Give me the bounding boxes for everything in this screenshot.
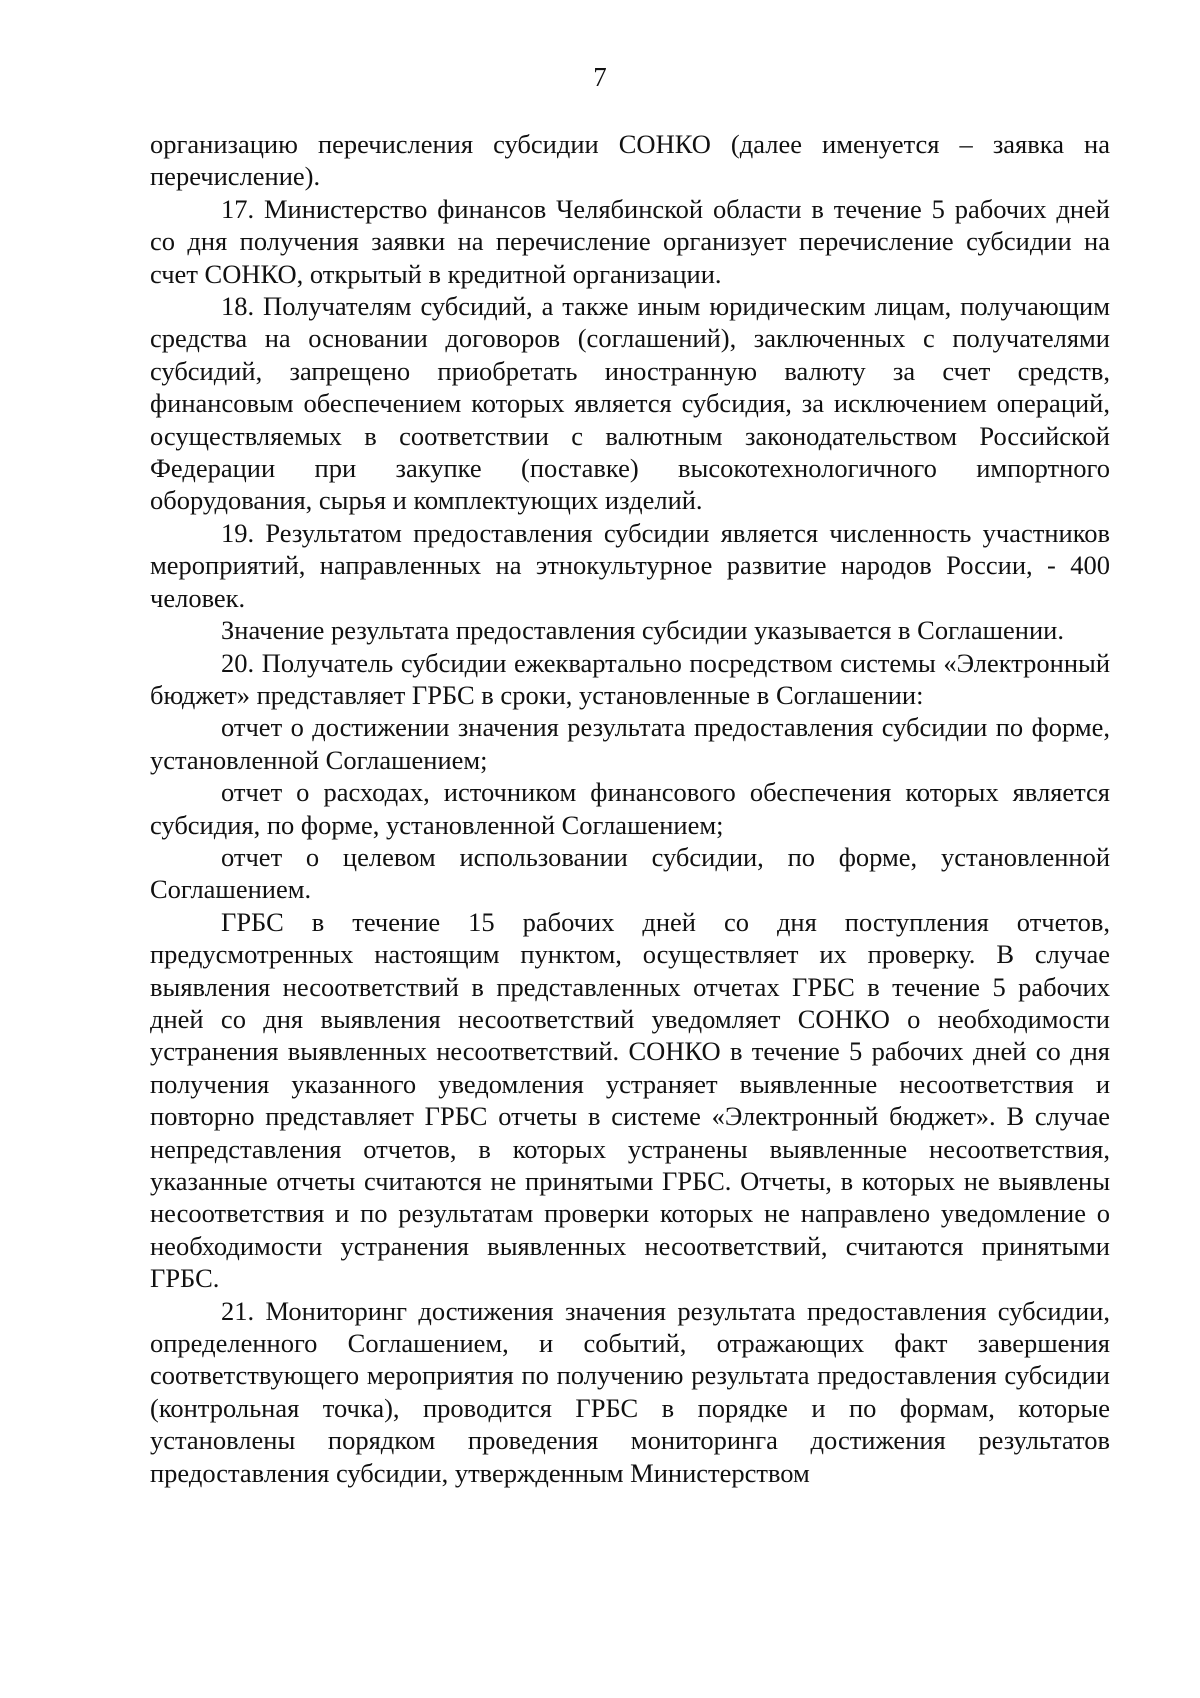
paragraph-21: 21. Мониторинг достижения значения результата предоставления субсидии, определенного Соглашением, и событий, отражающих факт завершения соответствующего мероприятия по получению результата предоставления субсидии (контрольная точка), проводится ГРБС в порядке и по формам, которые установлены порядком проведения мониторинга достижения результатов предоставления субсидии, утвержденным Министерством [150,1295,1110,1488]
paragraph-17: 17. Министерство финансов Челябинской области в течение 5 рабочих дней со дня получения заявки на перечисление организует перечисление субсидии на счет СОНКО, открытый в кредитной организации. [150,193,1110,289]
paragraph-continuation: организацию перечисления субсидии СОНКО (далее именуется – заявка на перечисление). [150,129,1110,192]
page-number: 7 [593,62,607,92]
document-body [150,128,1110,1489]
paragraph-20-report-1: отчет о достижении значения результата предоставления субсидии по форме, установленной Соглашением; [150,712,1110,775]
paragraph-19-value: Значение результата предоставления субсидии указывается в Соглашении. [221,615,1064,646]
paragraph-19: 19. Результатом предоставления субсидии является численность участников мероприятий, направленных на этнокультурное развитие народов России, - 400 человек. [150,517,1110,613]
paragraph-20: 20. Получатель субсидии ежеквартально посредством системы «Электронный бюджет» представляет ГРБС в сроки, установленные в Соглашении: [150,647,1110,710]
paragraph-20-report-2: отчет о расходах, источником финансового обеспечения которых является субсидия, по форме, установленной Соглашением; [150,777,1110,840]
paragraph-18: 18. Получателям субсидий, а также иным юридическим лицам, получающим средства на основании договоров (соглашений), заключенных с получателями субсидий, запрещено приобретать иностранную валюту за счет средств, финансовым обеспечением которых является субсидия, за исключением операций, осуществляемых в соответствии с валютным законодательством Российской Федерации при закупке (поставке) высокотехнологичного импортного оборудования, сырья и комплектующих изделий. [150,291,1110,516]
paragraph-20-review: ГРБС в течение 15 рабочих дней со дня поступления отчетов, предусмотренных настоящим пунктом, осуществляет их проверку. В случае выявления несоответствий в представленных отчетах ГРБС в течение 5 рабочих дней со дня выявления несоответствий уведомляет СОНКО о необходимости устранения выявленных несоответствий. СОНКО в течение 5 рабочих дней со дня получения указанного уведомления устраняет выявленные несоответствия и повторно представляет ГРБС отчеты в системе «Электронный бюджет». В случае непредставления отчетов, в которых устранены выявленные несоответствия, указанные отчеты считаются не принятыми ГРБС. Отчеты, в которых не выявлены несоответствия и по результатам проверки которых не направлено уведомление о необходимости устранения выявленных несоответствий, считаются принятыми ГРБС. [150,906,1110,1294]
paragraph-20-report-3: отчет о целевом использовании субсидии, по форме, установленной Соглашением. [150,841,1110,905]
